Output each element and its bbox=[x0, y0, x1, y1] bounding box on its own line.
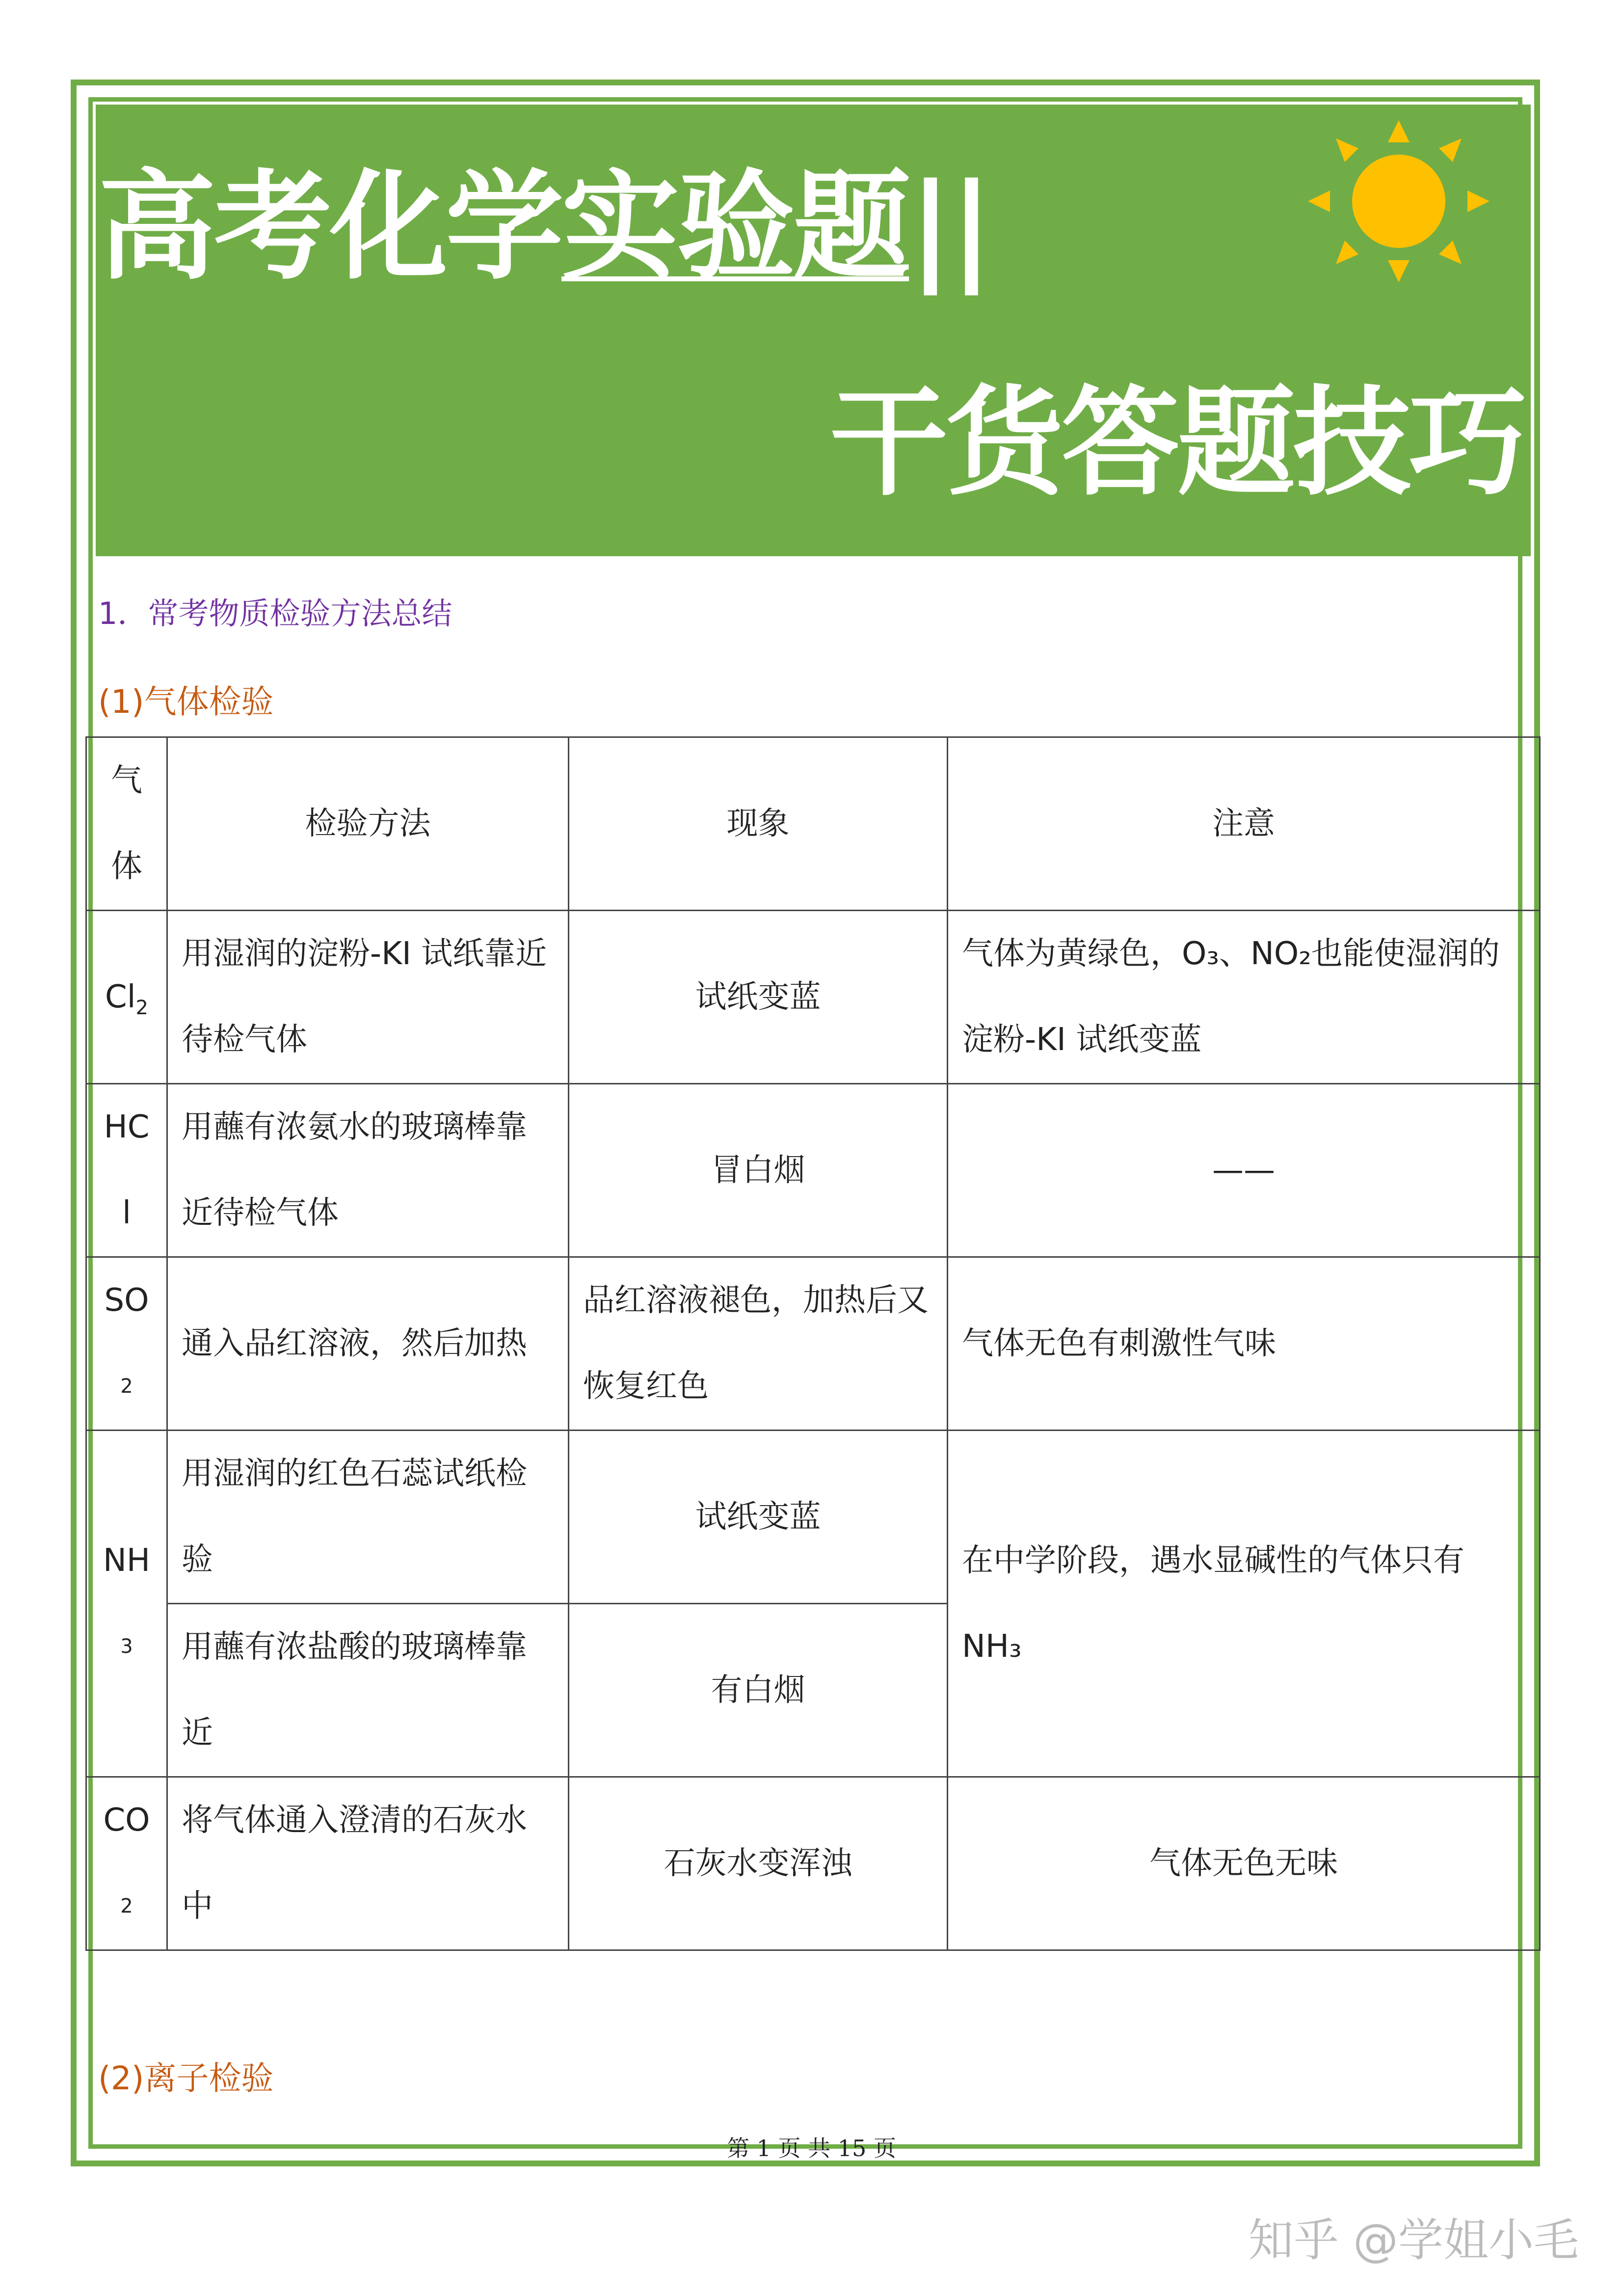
gas-formula: SO bbox=[104, 1282, 149, 1319]
method-cell: 用蘸有浓氨水的玻璃棒靠近待检气体 bbox=[167, 1084, 569, 1257]
gas-test-table bbox=[85, 736, 1541, 1951]
method-cell: 用湿润的淀粉-KI 试纸靠近待检气体 bbox=[167, 911, 569, 1084]
gas-cell bbox=[86, 1777, 167, 1950]
method-cell: 用蘸有浓盐酸的玻璃棒靠近 bbox=[167, 1604, 569, 1777]
page-footer: 第 1 页 共 15 页 bbox=[727, 2135, 896, 2161]
table-row bbox=[86, 1257, 1540, 1431]
title-line-2: 干货答题技巧 bbox=[829, 374, 1525, 512]
header-gas-label: 气体 bbox=[111, 762, 142, 885]
phenomenon-cell: 有白烟 bbox=[569, 1604, 948, 1777]
phenomenon-cell: 试纸变蓝 bbox=[569, 1431, 948, 1604]
table-header-row bbox=[86, 737, 1540, 911]
subsection-gas-heading: (1)气体检验 bbox=[98, 683, 274, 721]
note-cell: 气体为黄绿色，O₃、NO₂也能使湿润的淀粉-KI 试纸变蓝 bbox=[948, 911, 1540, 1084]
table-row bbox=[86, 1084, 1540, 1257]
subsection-ion-heading: (2)离子检验 bbox=[98, 2059, 274, 2097]
phenomenon-cell: 石灰水变浑浊 bbox=[569, 1777, 948, 1950]
title-line-1-underlined: 实验题 bbox=[561, 158, 909, 296]
title-line-1 bbox=[98, 158, 991, 296]
table-row bbox=[86, 1431, 1540, 1604]
gas-formula: NH bbox=[103, 1542, 150, 1579]
gas-formula: Cl bbox=[105, 978, 136, 1015]
header-gas bbox=[86, 737, 167, 911]
gas-subscript: 2 bbox=[135, 996, 148, 1019]
title-line-1-suffix: || bbox=[909, 158, 991, 296]
phenomenon-cell: 试纸变蓝 bbox=[569, 911, 948, 1084]
header-method: 检验方法 bbox=[167, 737, 569, 911]
gas-cell bbox=[86, 1257, 167, 1431]
header-note: 注意 bbox=[948, 737, 1540, 911]
gas-cell bbox=[86, 911, 167, 1084]
sun-icon bbox=[1301, 113, 1497, 309]
note-cell: —— bbox=[948, 1084, 1540, 1257]
section-heading-1: 1．常考物质检验方法总结 bbox=[98, 595, 452, 631]
watermark: 知乎 @学姐小毛 bbox=[1248, 2214, 1579, 2267]
gas-cell bbox=[86, 1084, 167, 1257]
gas-subscript: 3 bbox=[120, 1635, 133, 1658]
method-cell: 将气体通入澄清的石灰水中 bbox=[167, 1777, 569, 1950]
gas-formula: HCl bbox=[104, 1109, 150, 1231]
phenomenon-cell: 品红溶液褪色，加热后又恢复红色 bbox=[569, 1257, 948, 1431]
note-cell: 在中学阶段，遇水显碱性的气体只有 NH₃ bbox=[948, 1431, 1540, 1777]
title-line-1-main: 高考化学 bbox=[98, 158, 562, 296]
note-cell: 气体无色无味 bbox=[948, 1777, 1540, 1950]
gas-cell bbox=[86, 1431, 167, 1777]
table-row bbox=[86, 911, 1540, 1084]
table-row bbox=[86, 1777, 1540, 1950]
note-cell: 气体无色有刺激性气味 bbox=[948, 1257, 1540, 1431]
method-cell: 用湿润的红色石蕊试纸检验 bbox=[167, 1431, 569, 1604]
phenomenon-cell: 冒白烟 bbox=[569, 1084, 948, 1257]
gas-formula: CO bbox=[103, 1802, 150, 1838]
gas-subscript: 2 bbox=[120, 1375, 133, 1398]
method-cell: 通入品红溶液，然后加热 bbox=[167, 1257, 569, 1431]
header-phenomenon: 现象 bbox=[569, 737, 948, 911]
gas-subscript: 2 bbox=[120, 1895, 133, 1918]
